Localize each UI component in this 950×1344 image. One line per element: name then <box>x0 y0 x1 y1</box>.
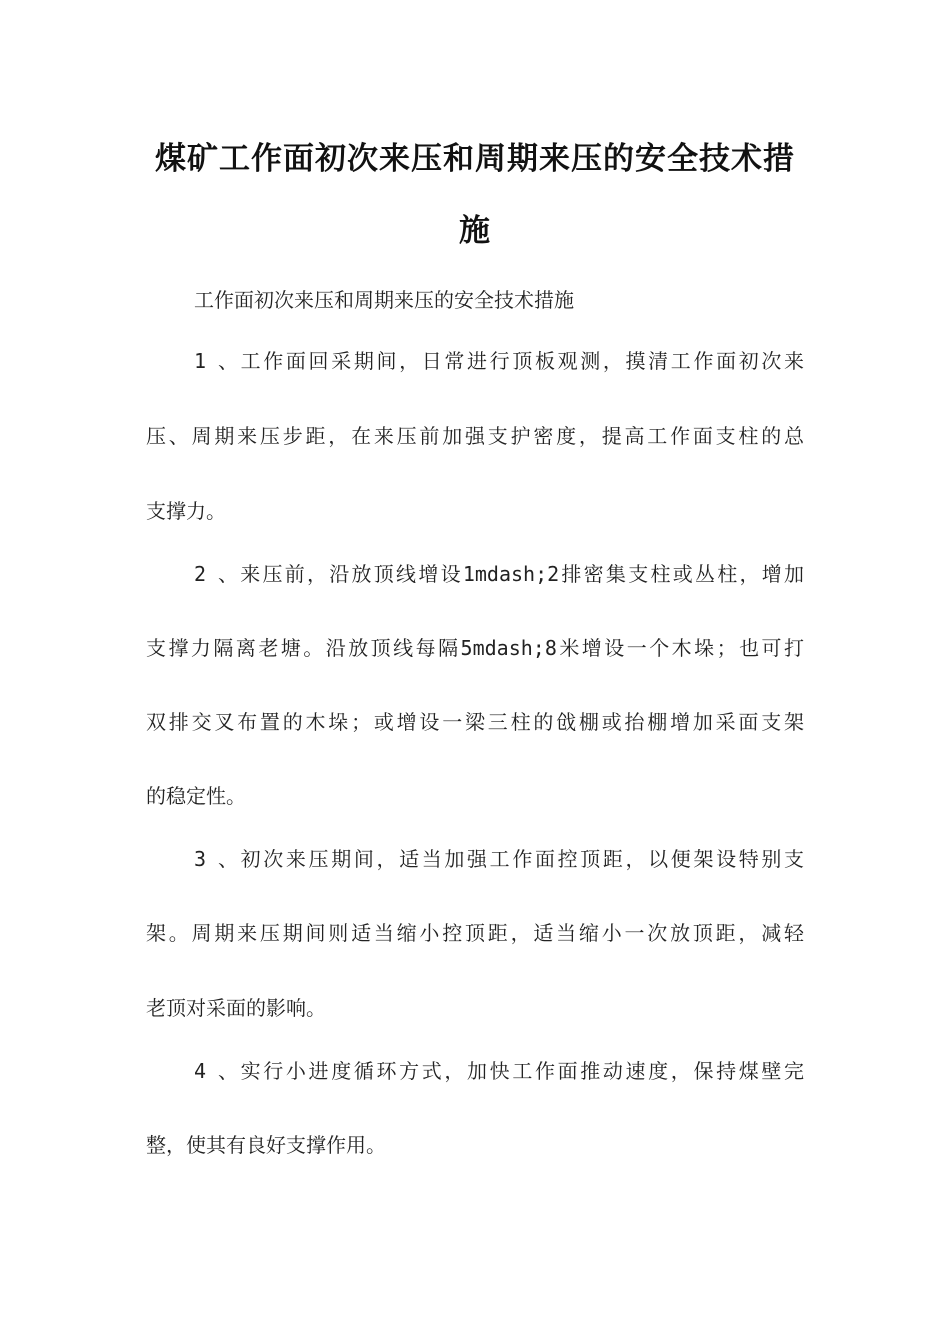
document-title-line-2: 施 <box>459 213 491 249</box>
list-item-1-line-2: 压、周期来压步距，在来压前加强支护密度，提高工作面支柱的总 <box>146 424 804 448</box>
list-item-number: 1、 <box>194 349 238 373</box>
list-item-text: 来压前，沿放顶线增设1mdash;2排密集支柱或丛柱，增加 <box>238 562 804 586</box>
list-item-number: 2、 <box>194 562 238 586</box>
list-item-2-line-2: 支撑力隔离老塘。沿放顶线每隔5mdash;8米增设一个木垛；也可打 <box>146 636 804 660</box>
list-item-number: 3、 <box>194 847 238 871</box>
list-item-4-line-1 <box>194 1055 804 1084</box>
document-subtitle: 工作面初次来压和周期来压的安全技术措施 <box>194 288 574 312</box>
list-item-1-line-1 <box>194 345 804 374</box>
list-item-1-line-3: 支撑力。 <box>146 499 226 523</box>
list-item-4-line-2: 整，使其有良好支撑作用。 <box>146 1133 386 1157</box>
list-item-2-line-4: 的稳定性。 <box>146 784 246 808</box>
document-title-line-1: 煤矿工作面初次来压和周期来压的安全技术措 <box>155 141 795 177</box>
list-item-text: 初次来压期间，适当加强工作面控顶距，以便架设特别支 <box>238 847 804 871</box>
list-item-3-line-1 <box>194 843 804 872</box>
list-item-text: 实行小进度循环方式，加快工作面推动速度，保持煤壁完 <box>238 1059 804 1083</box>
list-item-number: 4、 <box>194 1059 238 1083</box>
list-item-3-line-3: 老顶对采面的影响。 <box>146 996 326 1020</box>
list-item-3-line-2: 架。周期来压期间则适当缩小控顶距，适当缩小一次放顶距，减轻 <box>146 921 804 945</box>
list-item-text: 工作面回采期间，日常进行顶板观测，摸清工作面初次来 <box>238 349 804 373</box>
list-item-2-line-1 <box>194 558 804 587</box>
list-item-2-line-3: 双排交叉布置的木垛；或增设一梁三柱的戗棚或抬棚增加采面支架 <box>146 710 804 734</box>
